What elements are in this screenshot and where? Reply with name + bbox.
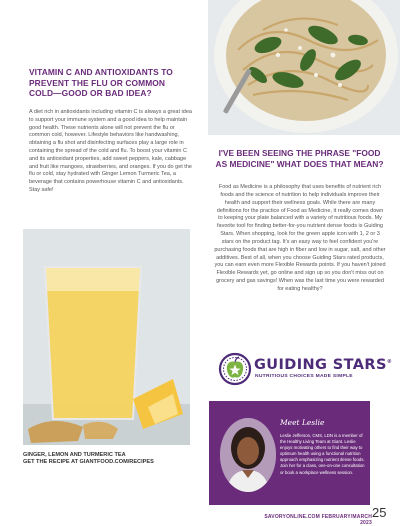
- tea-photo: [23, 229, 190, 445]
- pasta-dish-photo: [208, 0, 400, 135]
- logo-registered-mark: ®: [386, 359, 393, 366]
- food-as-medicine-heading: I'VE BEEN SEEING THE PHRASE "FOOD AS MEDICINE" WHAT DOES THAT MEAN?: [215, 148, 384, 169]
- logo-wordmark-text: GUIDING STARS: [254, 357, 387, 373]
- caption-recipe-name: GINGER, LEMON AND TURMERIC TEA: [23, 452, 126, 458]
- logo-tagline: NUTRITIOUS CHOICES MADE SIMPLE: [255, 374, 353, 379]
- meet-leslie-title: Meet Leslie: [280, 418, 325, 427]
- footer-folio: [262, 514, 372, 526]
- page-number: 25: [372, 505, 387, 520]
- footer-issue: FEBRUARY/MARCH 2023: [321, 514, 372, 526]
- tea-photo-caption: [23, 452, 203, 466]
- caption-recipe-link[interactable]: GET THE RECIPE AT GIANTFOOD.COM/RECIPES: [23, 459, 154, 466]
- food-as-medicine-body: Food as Medicine is a philosophy that uses benefits of nutrient rich foods and the science of nutrition to help individuals improve their health and support their wellness goals. While there are many definitions for the practice of Food as Medicine, it really comes down to keeping your plate balanced with a variety of nutritious foods. My favorite tool for finding better-for-you nutrient dense foods is Guiding Stars. When shopping, look for the green apple icon with 1, 2 or 3 stars on the product tag. It's an easy way to feel confident you're purchasing foods that are high in fiber and low in sugar, salt, and other additives. Best of all, when you choose Guiding Stars rated products, you can earn even more Flexible Rewards points. If you haven't joined Flexible Rewards yet, go online and sign up so you don't miss out on grocery and gas savings! When was the last time you were rewarded for eating healthy?: [214, 184, 386, 292]
- leslie-portrait: [220, 418, 276, 492]
- footer-site[interactable]: SAVORYONLINE.COM: [264, 514, 321, 520]
- logo-wordmark: [254, 357, 394, 373]
- flu-article-body: A diet rich in antioxidants including vitamin C is always a great idea to support your immune system and a good idea to help maintain good health. These nutrients alone will not prevent the flu or common cold, however. Lifestyle behaviors like handwashing, obtaining a flu shot and disinfecting surfaces play a large role in containing the spread of the cold and flu. To boost your vitamin C and its antioxidant properties, add sweet peppers, kale, cabbage and fruit like mangoes, strawberries, and oranges. If you do get the flu or cold, stay hydrated with Ginger Lemon Turmeric Tea, a beverage that contains powerhouse vitamin C and antioxidants. Stay safe!: [29, 109, 192, 193]
- leslie-bio: Leslie Jefferson, CMS, LDN is a member of the Healthy Living Team at Giant. Leslie enjoys motivating others to find their way to optimum health using a functional nutrition approach emphasizing nutrient dense foods. Join her for a class, one-on-one consultation or book a workplace wellness session.: [280, 433, 365, 475]
- guiding-stars-apple-icon: [218, 352, 252, 386]
- flu-article-heading: VITAMIN C AND ANTIOXIDANTS TO PREVENT THE FLU OR COMMON COLD—GOOD OR BAD IDEA?: [29, 67, 173, 98]
